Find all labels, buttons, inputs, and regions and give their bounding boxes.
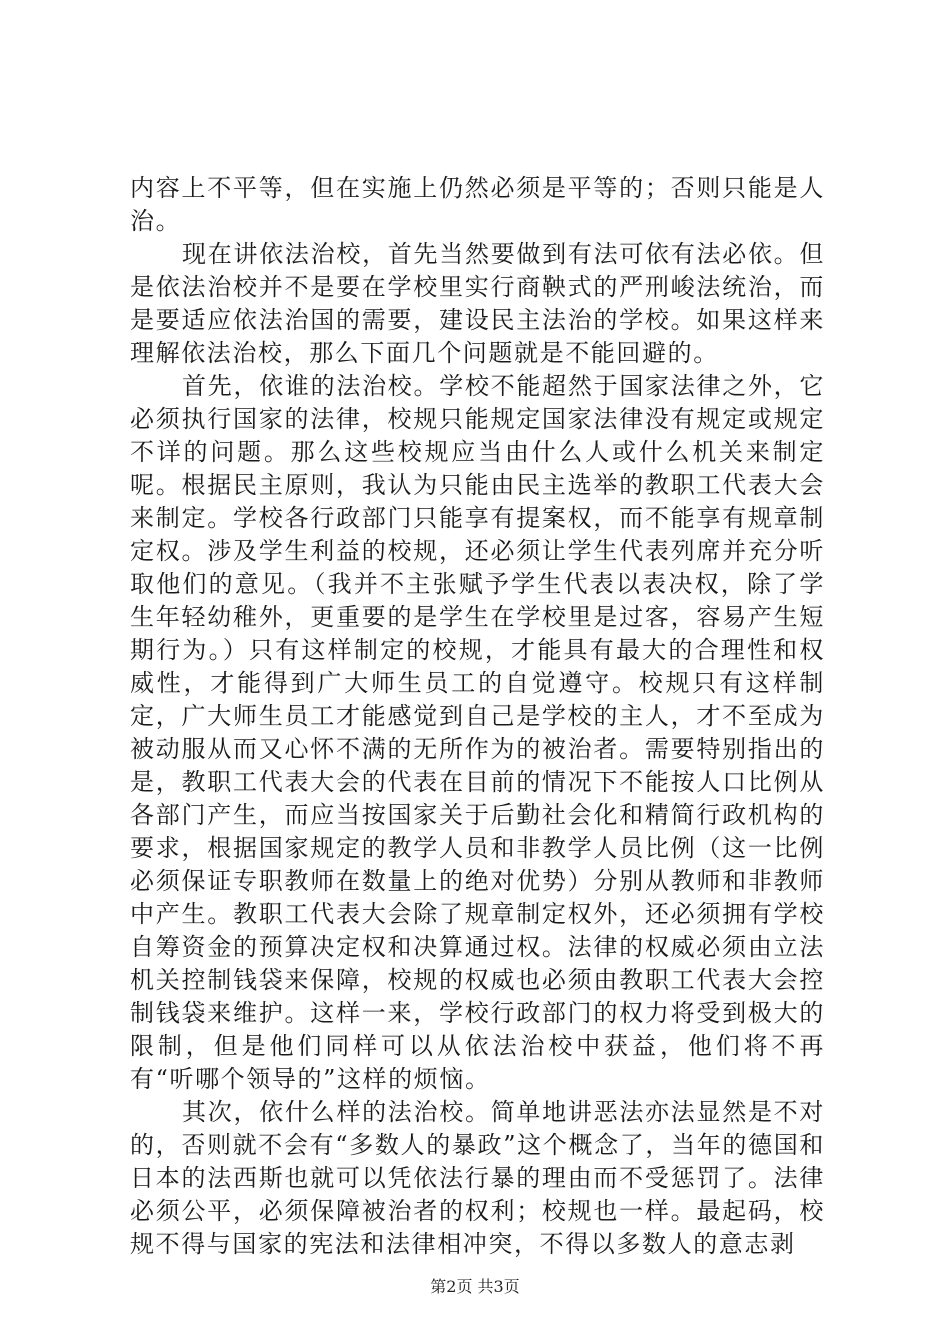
body-paragraph: 现在讲依法治校，首先当然要做到有法可依有法必依。但是依法治校并不是要在学校里实行商鞅式的严刑峻法统治，而是要适应依法治国的需要，建设民主法治的学校。如果这样来理解依法治校，那么下面几个问题就是不能回避的。: [130, 240, 825, 367]
body-paragraph: 内容上不平等，但在实施上仍然必须是平等的；否则只能是人治。: [130, 174, 825, 235]
body-paragraph: 其次，依什么样的法治校。简单地讲恶法亦法显然是不对的，否则就不会有“多数人的暴政”这个概念了，当年的德国和日本的法西斯也就可以凭依法行暴的理由而不受惩罚了。法律必须公平，必须保障被治者的权利；校规也一样。最起码，校规不得与国家的宪法和法律相冲突，不得以多数人的意志剥: [130, 1098, 825, 1258]
body-paragraph: 首先，依谁的法治校。学校不能超然于国家法律之外，它必须执行国家的法律，校规只能规定国家法律没有规定或规定不详的问题。那么这些校规应当由什么人或什么机关来制定呢。根据民主原则，我认为只能由民主选举的教职工代表大会来制定。学校各行政部门只能享有提案权，而不能享有规章制定权。涉及学生利益的校规，还必须让学生代表列席并充分听取他们的意见。（我并不主张赋予学生代表以表决权，除了学生年轻幼稚外，更重要的是学生在学校里是过客，容易产生短期行为。）只有这样制定的校规，才能具有最大的合理性和权威性，才能得到广大师生员工的自觉遵守。校规只有这样制定，广大师生员工才能感觉到自己是学校的主人，才不至成为被动服从而又心怀不满的无所作为的被治者。需要特别指出的是，教职工代表大会的代表在目前的情况下不能按人口比例从各部门产生，而应当按国家关于后勤社会化和精简行政机构的要求，根据国家规定的教学人员和非教学人员比例（这一比例必须保证专职教师在数量上的绝对优势）分别从教师和非教师中产生。教职工代表大会除了规章制定权外，还必须拥有学校自筹资金的预算决定权和决算通过权。法律的权威必须由立法机关控制钱袋来保障，校规的权威也必须由教职工代表大会控制钱袋来维护。这样一来，学校行政部门的权力将受到极大的限制，但是他们同样可以从依法治校中获益，他们将不再有“听哪个领导的”这样的烦恼。: [130, 372, 825, 1093]
page-footer: [0, 1274, 950, 1297]
page-number: 第2页 共3页: [430, 1277, 520, 1296]
document-body: [130, 172, 825, 1261]
